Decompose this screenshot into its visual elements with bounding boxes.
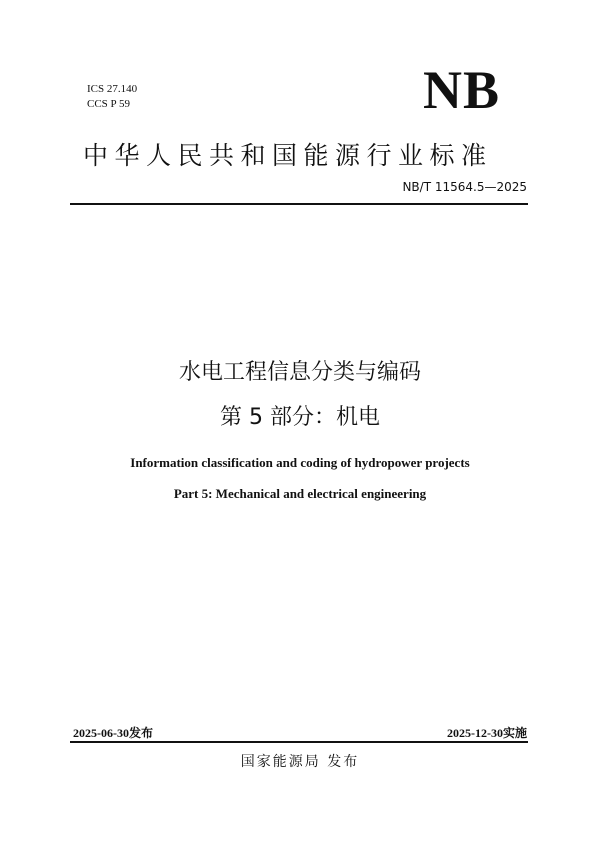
english-part-title: Part 5: Mechanical and electrical engineering — [173, 486, 427, 501]
standard-category-title: 中华人民共和国能源行业标准 — [83, 141, 493, 170]
publish-date: 2025-06-30发布 — [73, 726, 153, 740]
top-divider — [70, 203, 528, 205]
bottom-divider — [70, 741, 528, 743]
issuing-authority: 国家能源局 发布 — [240, 754, 360, 770]
chinese-part-title: 第 5 部分：机电 — [220, 405, 380, 430]
classification-codes — [87, 82, 137, 112]
ics-code: ICS 27.140 — [87, 83, 138, 95]
nb-logo: NB — [423, 60, 501, 120]
chinese-main-title: 水电工程信息分类与编码 — [178, 360, 421, 385]
english-main-title: Information classification and coding of hydropower projects — [130, 455, 470, 470]
ccs-code: CCS P 59 — [87, 98, 131, 110]
standard-code: NB/T 11564.5—2025 — [402, 180, 527, 194]
implement-date: 2025-12-30实施 — [447, 726, 527, 740]
